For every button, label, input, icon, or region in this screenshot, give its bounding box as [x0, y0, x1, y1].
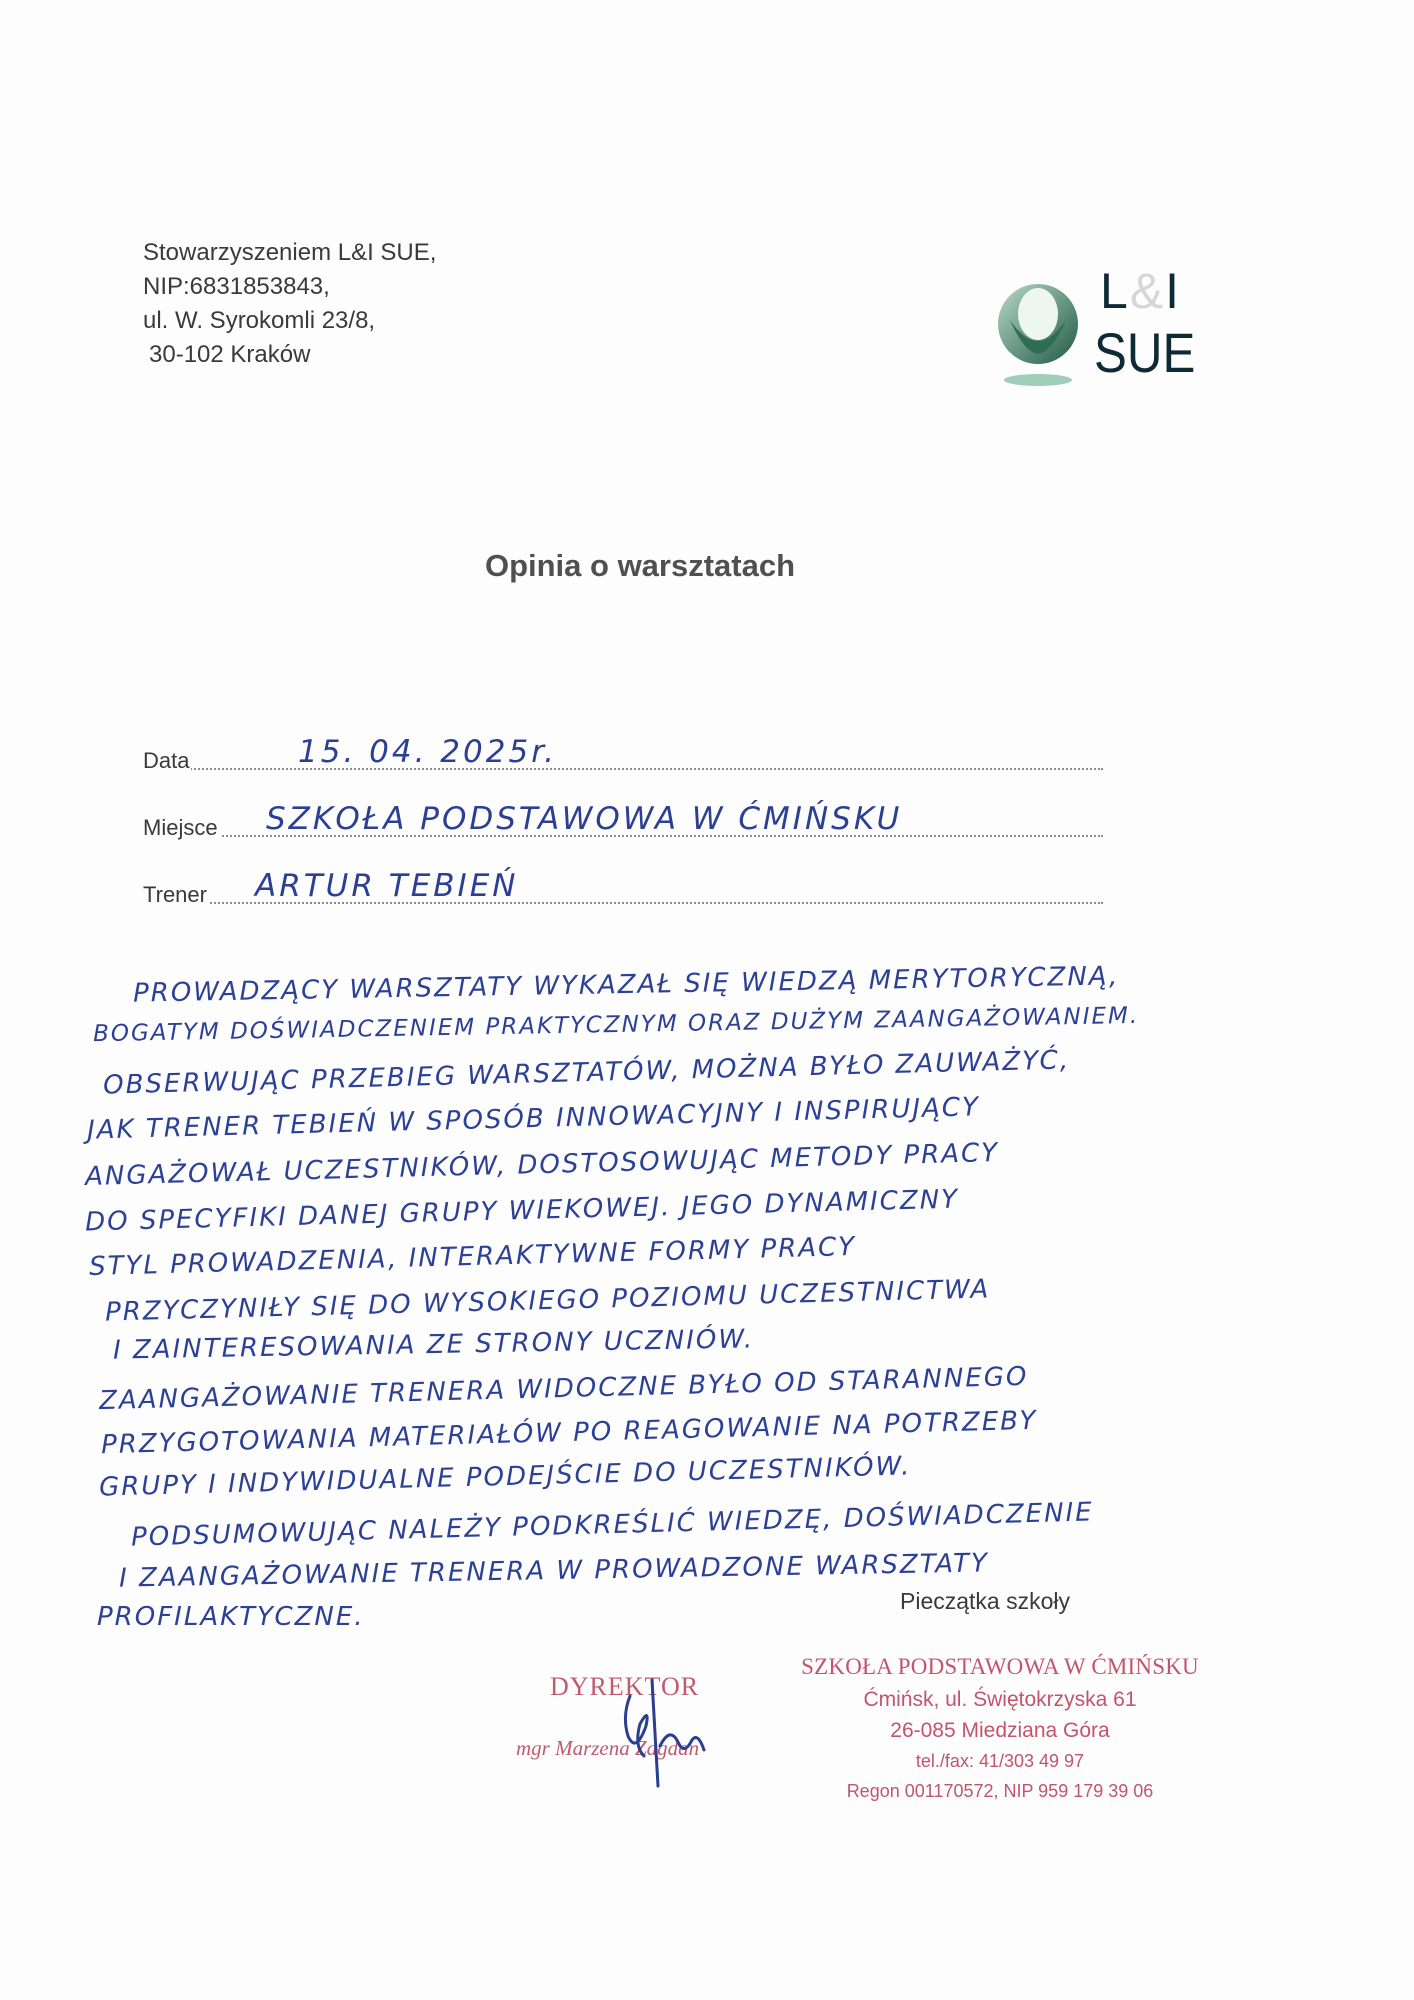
opinion-line: PRZYCZYNIŁY SIĘ DO WYSOKIEGO POZIOMU UCZESTNICTWA [104, 1274, 991, 1328]
place-field [143, 801, 1103, 845]
sender-address-block [143, 236, 436, 372]
organization-logo [990, 262, 1200, 392]
school-registry: Regon 001170572, NIP 959 179 39 06 [846, 1781, 1154, 1801]
opinion-line: DO SPECYFIKI DANEJ GRUPY WIEKOWEJ. JEGO DYNAMICZNY [84, 1184, 960, 1238]
opinion-line: ANGAŻOWAŁ UCZESTNIKÓW, DOSTOSOWUJĄC METODY PRACY [84, 1138, 1000, 1192]
date-dotted-line [143, 768, 1103, 770]
director-name: mgr Marzena Zagdan [516, 1736, 700, 1760]
trainer-value: ARTUR TEBIEŃ [255, 868, 519, 904]
director-signature-icon [600, 1676, 710, 1796]
date-label: Data [143, 748, 190, 773]
director-title: DYREKTOR [550, 1672, 700, 1701]
opinion-line: JAK TRENER TEBIEŃ W SPOSÓB INNOWACYJNY I INSPIRUJĄCY [86, 1092, 981, 1146]
logo-emblem-icon [990, 262, 1090, 392]
logo-text-top: L&I [1100, 263, 1182, 319]
opinion-line: PROWADZĄCY WARSZTATY WYKAZAŁ SIĘ WIEDZĄ MERYTORYCZNĄ, [132, 961, 1120, 1009]
school-stamp [790, 1650, 1210, 1806]
school-phone: tel./fax: 41/303 49 97 [915, 1751, 1085, 1771]
opinion-line: PRZYGOTOWANIA MATERIAŁÓW PO REAGOWANIE NA POTRZEBY [100, 1405, 1038, 1461]
opinion-line: PODSUMOWUJĄC NALEŻY PODKREŚLIĆ WIEDZĘ, DOŚWIADCZENIE [130, 1497, 1095, 1553]
opinion-line: GRUPY I INDYWIDUALNE PODEJŚCIE DO UCZESTNIKÓW. [98, 1451, 912, 1503]
sender-street: ul. W. Syrokomli 23/8, [143, 307, 376, 334]
trainer-label: Trener [143, 882, 207, 907]
stamp-label: Pieczątka szkoły [900, 1588, 1071, 1614]
opinion-line: BOGATYM DOŚWIADCZENIEM PRAKTYCZNYM ORAZ DUŻYM ZAANGAŻOWANIEM. [92, 1002, 1140, 1048]
place-value: SZKOŁA PODSTAWOWA W ĆMIŃSKU [266, 801, 903, 837]
opinion-line: I ZAINTERESOWANIA ZE STRONY UCZNIÓW. [112, 1324, 755, 1366]
opinion-line: I ZAANGAŻOWANIE TRENERA W PROWADZONE WARSZTATY [118, 1548, 990, 1594]
sender-city: 30-102 Kraków [149, 341, 311, 368]
sender-name: Stowarzyszeniem L&I SUE, [143, 239, 437, 266]
document-title: Opinia o warsztatach [484, 548, 796, 583]
opinion-line: PROFILAKTYCZNE. [97, 1602, 365, 1632]
school-name: SZKOŁA PODSTAWOWA W ĆMIŃSKU [801, 1654, 1199, 1679]
opinion-line: ZAANGAŻOWANIE TRENERA WIDOCZNE BYŁO OD STARANNEGO [98, 1361, 1029, 1417]
director-stamp [510, 1670, 770, 1790]
date-field [143, 734, 1103, 778]
opinion-line: OBSERWUJĄC PRZEBIEG WARSZTATÓW, MOŻNA BYŁO ZAUWAŻYĆ, [102, 1045, 1071, 1101]
opinion-line: STYL PROWADZENIA, INTERAKTYWNE FORMY PRACY [88, 1231, 857, 1283]
date-value: 15. 04. 2025r. [298, 734, 557, 770]
logo-text-bottom: SUE [1094, 321, 1196, 384]
school-address: Ćmińsk, ul. Świętokrzyska 61 [863, 1688, 1137, 1711]
sender-nip: NIP:6831853843, [143, 273, 330, 300]
trainer-field [143, 868, 1103, 912]
school-postal: 26-085 Miedziana Góra [890, 1719, 1110, 1742]
place-label: Miejsce [143, 815, 218, 840]
